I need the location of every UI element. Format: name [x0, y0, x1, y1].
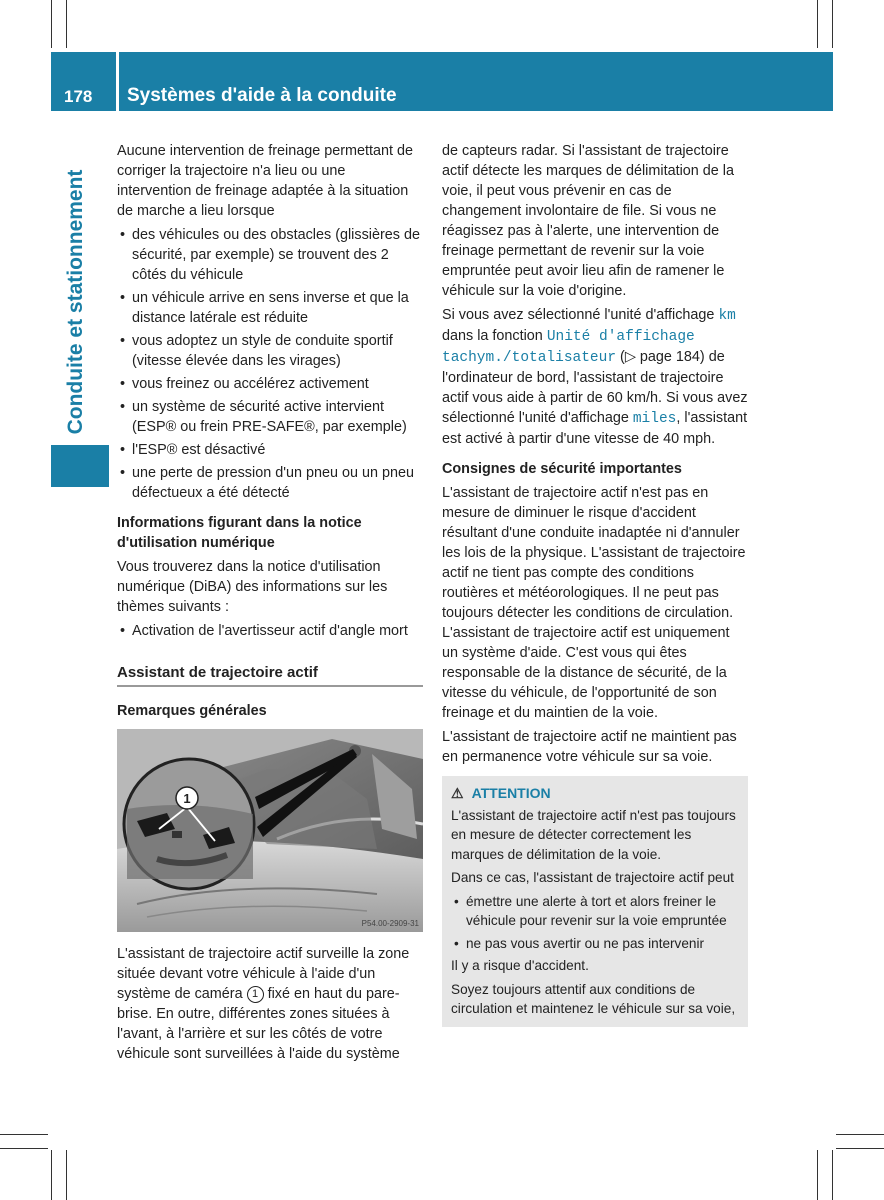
intro-paragraph: Aucune intervention de freinage permettant de corriger la trajectoire n'a lieu ou une intervention de freinage adaptée à la situation de marche a lieu lorsque	[117, 143, 414, 219]
text: dans la fonction	[442, 328, 543, 344]
warning-triangle-icon: ⚠	[451, 785, 464, 801]
list-item: • Activation de l'avertisseur actif d'angle mort	[117, 621, 423, 641]
camera-figure	[117, 729, 423, 932]
warning-text: Dans ce cas, l'assistant de trajectoire actif peut	[451, 870, 734, 885]
warning-text: Soyez toujours attentif aux conditions de circulation et maintenez le véhicule sur sa voie,	[451, 981, 736, 1016]
general-heading: Remarques générales	[117, 703, 267, 719]
crop-mark	[66, 0, 67, 48]
side-tab-marker	[51, 445, 109, 487]
crop-mark	[51, 0, 52, 48]
caption-text: fixé en haut du pare-brise. En outre, différentes zones situées à l'avant, à l'arrière et sur les côtés de votre véhicule sont surveillées à l'aide du système	[117, 986, 400, 1062]
safety-heading: Consignes de sécurité importantes	[442, 461, 682, 477]
list-item: • un système de sécurité active intervient (ESP® ou frein PRE-SAFE®, par exemple)	[117, 397, 423, 437]
callout-number-icon: 1	[247, 986, 264, 1003]
crop-mark	[832, 0, 833, 48]
list-item: • des véhicules ou des obstacles (glissières de sécurité, par exemple) se trouvent des 2 côtés du véhicule	[117, 225, 423, 285]
right-column	[442, 141, 748, 1027]
display-unit-paragraph	[442, 305, 748, 449]
crop-mark	[832, 1150, 833, 1200]
caption-text: L'assistant de trajectoire actif surveille la zone située devant votre véhicule à l'aide d'un système de caméra	[117, 946, 410, 1002]
side-tab-title: Conduite et stationnement	[64, 169, 87, 435]
crop-mark	[836, 1148, 884, 1149]
warning-box	[442, 776, 748, 1027]
warning-title-text: ATTENTION	[471, 785, 551, 801]
paragraph: de capteurs radar. Si l'assistant de trajectoire actif détecte les marques de délimitation de la voie, il peut vous prévenir en cas de changement involontaire de file. Si vous ne réagissez pas à l'alerte, une intervention de freinage permettant de revenir sur la voie empruntée peut avoir lieu afin de ramener le véhicule sur la voie d'origine.	[442, 143, 734, 299]
list-item: • l'ESP® est désactivé	[117, 440, 423, 460]
warning-title	[451, 784, 739, 804]
warning-text: L'assistant de trajectoire actif n'est pas toujours en mesure de détecter correctement les marques de délimitation de la voie.	[451, 807, 736, 862]
left-column	[117, 141, 423, 1068]
crop-mark	[66, 1150, 67, 1200]
paragraph: L'assistant de trajectoire actif ne maintient pas en permanence votre véhicule sur sa voie.	[442, 729, 737, 765]
list-item: • ne pas vous avertir ou ne pas intervenir	[451, 934, 739, 954]
list-item: • un véhicule arrive en sens inverse et que la distance latérale est réduite	[117, 288, 423, 328]
info-heading: Informations figurant dans la notice d'utilisation numérique	[117, 515, 362, 551]
text: , l'assistant est activé à partir d'une vitesse de 40 mph.	[442, 410, 748, 447]
list-item: • émettre une alerte à tort et alors freiner le véhicule pour revenir sur la voie empruntée	[451, 892, 739, 931]
paragraph: L'assistant de trajectoire actif n'est pas en mesure de diminuer le risque d'accident résultant d'une conduite inadaptée ni d'annuler les lois de la physique. L'assistant de trajectoire actif ne tient pas compte des conditions routières et météorologiques. Il ne peut pas toujours détecter les conditions de circulation. L'assistant de trajectoire actif est uniquement un système d'aide. C'est vous qui êtes responsable de la distance de sécurité, de la vitesse du véhicule, de l'opportunité de son freinage et du maintien de la voie.	[442, 485, 746, 721]
warning-text: Il y a risque d'accident.	[451, 958, 589, 973]
figure-callout-number: 1	[183, 791, 191, 806]
section-title: Assistant de trajectoire actif	[117, 663, 423, 687]
text: Si vous avez sélectionné l'unité d'affichage	[442, 307, 715, 323]
figure-code: P54.00-2909-31	[361, 919, 419, 928]
text: (▷ page 184) de l'ordinateur de bord, l'assistant de trajectoire actif vous aide à partir de 60 km/h. Si vous avez sélectionné l'unité d'affichage	[442, 349, 748, 426]
crop-mark	[836, 1134, 884, 1135]
crop-mark	[817, 0, 818, 48]
crop-mark	[51, 1150, 52, 1200]
page-number: 178	[64, 87, 93, 106]
menu-value-miles: miles	[632, 411, 677, 427]
crop-mark	[817, 1150, 818, 1200]
list-item: • vous adoptez un style de conduite sportif (vitesse élevée dans les virages)	[117, 331, 423, 371]
figure-caption	[117, 944, 423, 1064]
crop-mark	[0, 1134, 48, 1135]
header-divider	[116, 52, 119, 111]
list-item: • vous freinez ou accélérez activement	[117, 374, 423, 394]
info-paragraph: Vous trouverez dans la notice d'utilisation numérique (DiBA) des informations sur les thèmes suivants :	[117, 559, 388, 615]
menu-function-name: Unité d'affichage tachym./totalisateur	[442, 329, 695, 366]
crop-mark	[0, 1148, 48, 1149]
windshield-camera-illustration	[117, 729, 423, 932]
menu-value-km: km	[718, 308, 736, 324]
list-item: • une perte de pression d'un pneu ou un pneu défectueux a été détecté	[117, 463, 423, 503]
chapter-title: Systèmes d'aide à la conduite	[127, 85, 397, 106]
